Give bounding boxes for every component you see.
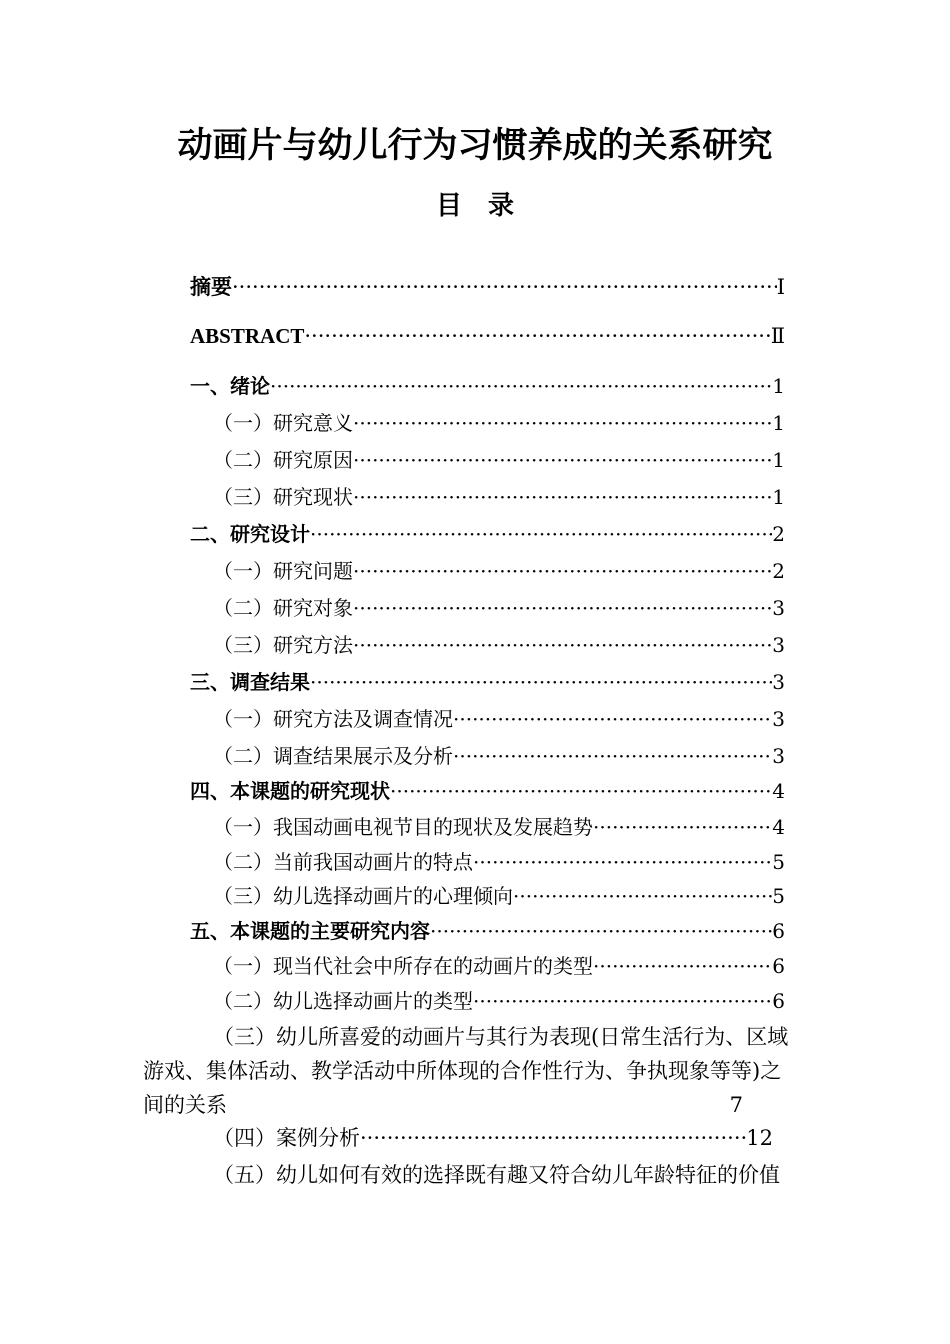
toc-entry-label: 三、调查结果 xyxy=(190,670,310,694)
toc-entry xyxy=(190,776,785,806)
toc-entry-page: 6 xyxy=(772,989,785,1013)
toc-entry-label: （三）幼儿选择动画片的心理倾向 xyxy=(213,884,513,908)
leader-dots xyxy=(430,916,772,946)
toc-entry-four xyxy=(213,1123,773,1153)
toc-entry xyxy=(190,519,785,549)
toc-entry-page: 2 xyxy=(772,522,785,546)
toc-entry-page: Ⅰ xyxy=(776,275,785,299)
toc-entry-label: （一）我国动画电视节目的现状及发展趋势 xyxy=(213,815,593,839)
leader-dots xyxy=(593,951,772,981)
toc-entry-page: 5 xyxy=(772,850,785,874)
leader-dots xyxy=(353,408,772,438)
toc-entry-label: （二）幼儿选择动画片的类型 xyxy=(213,989,473,1013)
toc-entry-page: 6 xyxy=(772,954,785,978)
toc-entry-long-page: 7 xyxy=(729,1093,743,1117)
toc-entry-page: 6 xyxy=(772,919,785,943)
leader-dots xyxy=(304,321,770,351)
toc-heading: 目 录 xyxy=(435,191,514,221)
toc-entry xyxy=(190,321,785,351)
toc-entry xyxy=(213,812,785,842)
toc-entry-label: ABSTRACT xyxy=(190,324,305,348)
document-title: 动画片与幼儿行为习惯养成的关系研究 xyxy=(177,126,773,166)
toc-entry-page: 1 xyxy=(772,448,785,472)
toc-entry xyxy=(213,482,785,512)
leader-dots xyxy=(593,812,772,842)
leader-dots xyxy=(453,704,772,734)
toc-entry-page: 4 xyxy=(772,815,785,839)
toc-entry xyxy=(213,704,785,734)
leader-dots xyxy=(353,445,772,475)
toc-entry xyxy=(213,986,785,1016)
toc-entry-page: 3 xyxy=(772,633,785,657)
toc-entry-label: （一）研究方法及调查情况 xyxy=(213,707,453,731)
toc-entry-page: 1 xyxy=(772,374,785,398)
toc-entry xyxy=(190,916,785,946)
toc-entry-four-page: 12 xyxy=(746,1126,773,1150)
toc-entry-label: 四、本课题的研究现状 xyxy=(190,779,390,803)
toc-entry-label: （一）研究意义 xyxy=(213,411,353,435)
leader-dots xyxy=(310,667,772,697)
toc-entry-label: 五、本课题的主要研究内容 xyxy=(190,919,430,943)
toc-entry xyxy=(213,593,785,623)
toc-entry xyxy=(213,556,785,586)
toc-entry-label: （三）研究方法 xyxy=(213,633,353,657)
leader-dots xyxy=(353,482,772,512)
leader-dots xyxy=(390,776,772,806)
toc-entry-label: 二、研究设计 xyxy=(190,522,310,546)
toc-entry xyxy=(213,630,785,660)
toc-entry-page: Ⅱ xyxy=(770,324,785,348)
leader-dots xyxy=(310,519,772,549)
leader-dots xyxy=(360,1123,746,1153)
toc-entry-page: 1 xyxy=(772,411,785,435)
leader-dots xyxy=(353,630,772,660)
toc-entry-label: 摘要 xyxy=(190,275,232,299)
toc-entry-label: （二）调查结果展示及分析 xyxy=(213,744,453,768)
toc-entry xyxy=(213,951,785,981)
leader-dots xyxy=(473,986,772,1016)
toc-entry-long-line1: （三）幼儿所喜爱的动画片与其行为表现(日常生活行为、区域 xyxy=(213,1025,789,1049)
toc-entry-page: 3 xyxy=(772,707,785,731)
toc-entry xyxy=(213,881,785,911)
toc-entry-page: 5 xyxy=(772,884,785,908)
toc-entry xyxy=(190,272,785,302)
toc-entry-long-line2: 游戏、集体活动、教学活动中所体现的合作性行为、争执现象等等)之 xyxy=(143,1059,782,1083)
toc-entry-page: 3 xyxy=(772,670,785,694)
toc-entry-label: （三）研究现状 xyxy=(213,485,353,509)
toc-entry-label: （二）研究对象 xyxy=(213,596,353,620)
toc-entry-long-label: 间的关系 xyxy=(143,1093,227,1117)
leader-dots xyxy=(353,556,772,586)
toc-entry xyxy=(213,408,785,438)
toc-entry-label: （一）现当代社会中所存在的动画片的类型 xyxy=(213,954,593,978)
toc-entry-four-label: （四）案例分析 xyxy=(213,1126,360,1150)
leader-dots xyxy=(232,272,777,302)
toc-entry xyxy=(190,371,785,401)
toc-entry-page: 3 xyxy=(772,596,785,620)
toc-entry xyxy=(213,847,785,877)
toc-entry-label: （二）当前我国动画片的特点 xyxy=(213,850,473,874)
leader-dots xyxy=(270,371,772,401)
toc-entry xyxy=(213,741,785,771)
toc-entry xyxy=(213,445,785,475)
toc-entry-page: 1 xyxy=(772,485,785,509)
toc-entry-page: 3 xyxy=(772,744,785,768)
toc-entry-page: 2 xyxy=(772,559,785,583)
toc-entry-five-text: （五）幼儿如何有效的选择既有趣又符合幼儿年龄特征的价值 xyxy=(213,1163,780,1187)
toc-entry xyxy=(190,667,785,697)
leader-dots xyxy=(353,593,772,623)
toc-entry-label: （二）研究原因 xyxy=(213,448,353,472)
toc-entry-label: 一、绪论 xyxy=(190,374,270,398)
leader-dots xyxy=(453,741,772,771)
toc-entry-label: （一）研究问题 xyxy=(213,559,353,583)
toc-entry-five xyxy=(213,1158,813,1192)
leader-dots xyxy=(513,881,772,911)
toc-entry-long-line3 xyxy=(143,1088,743,1122)
toc-entry-long xyxy=(143,1020,808,1122)
toc-entry-page: 4 xyxy=(772,779,785,803)
leader-dots xyxy=(473,847,772,877)
